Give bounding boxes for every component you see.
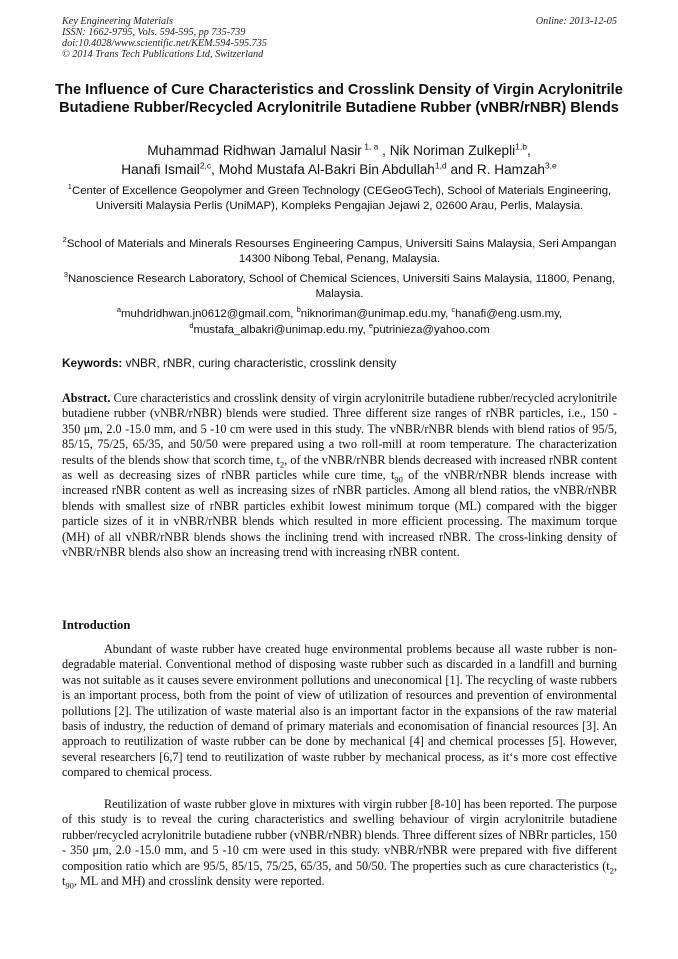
author-list	[40, 141, 638, 179]
email-address[interactable]: niknoriman@unimap.edu.my	[300, 308, 446, 320]
email-sup: c	[451, 305, 456, 315]
intro-paragraph-1: Abundant of waste rubber have created huge environmental problems because all waste rubber is non-degradable material. Conventional method of disposing waste rubber such as discarded in a landfill and burning was not suitable as it causes severe environment pollutions and uneconomical [1]. The recycling of waste rubbers is an important process, both from the point of view of utilization of resources and prevention of environmental pollutions [2]. The utilization of waste material also is an important factor in the expansions of the raw material basis of industry, the reduction of demand of primary materials and economisation of financial resources [3]. An approach to reutilization of waste rubber can be done by mechanical [4] and chemical processes [5]. However, several researchers [6,7] tend to reutilization of waste rubber by mechanical process, as it‘s more cost effective compared to chemical process.	[62, 642, 617, 780]
author-sep: ,	[378, 143, 390, 158]
affiliation-3	[62, 272, 617, 302]
author-name: Mohd Mustafa Al-Bakri Bin Abdullah	[218, 162, 435, 177]
author-name: R. Hamzah	[476, 162, 545, 177]
journal-header	[62, 16, 617, 60]
keywords-text: vNBR, rNBR, curing characteristic, crosslink density	[122, 356, 397, 370]
intro-paragraph-2	[62, 797, 617, 889]
affiliation-number: 1	[67, 182, 72, 192]
email-sup: d	[189, 320, 194, 330]
abstract-label: Abstract.	[62, 391, 111, 405]
email-address[interactable]: muhdridhwan.jn0612@gmail.com	[121, 308, 291, 320]
author-sup: 1,b	[515, 141, 527, 152]
author-sup: 3,e	[544, 160, 557, 171]
issn-line: ISSN: 1662-9795, Vols. 594-595, pp 735-739	[62, 27, 246, 38]
author-name: Nik Noriman Zulkepli	[389, 143, 516, 158]
author-sup: 1, a	[361, 141, 379, 152]
author-name: Muhammad Ridhwan Jamalul Nasir	[147, 143, 362, 158]
affiliation-text: Center of Excellence Geopolymer and Green Technology (CEGeoGTech), School of Materials Engineering, Universiti Malaysia Perlis (UniMAP), Kompleks Pengajian Jejawi 2, 02600 Arau, Perlis, Malaysia.	[71, 185, 612, 213]
email-sep: ,	[362, 323, 369, 336]
author-name: Hanafi Ismail	[121, 162, 200, 177]
email-address[interactable]: mustafa_albakri@unimap.edu.my	[193, 323, 363, 336]
affiliation-text: School of Materials and Minerals Resourses Engineering Campus, Universiti Sains Malaysia, Seri Ampangan 14300 Nibong Tebal, Penang, Malaysia.	[66, 238, 617, 266]
affiliation-text: Nanoscience Research Laboratory, School of Chemical Sciences, Universiti Sains Malaysia, 11800, Penang, Malaysia.	[67, 273, 616, 301]
keywords-label: Keywords:	[62, 356, 123, 370]
intro-text-b: , t	[62, 858, 617, 889]
abstract-text-3: of the vNBR/rNBR blends increase with increased rNBR content as well as increasing sizes of rNBR particles. Among all blend ratios, the vNBR/rNBR blends with smallest size of rNBR particles exhibit lowest minimum torque (ML) compared with the bigger particle sizes of it in vNBR/rNBR blends which resulted in more efficient processing. The maximum torque (MH) of all vNBR/rNBR blends shows the inclining trend with increased rNBR. The cross-linking density of vNBR/rNBR blends also show an increasing trend with increasing rNBR content.	[62, 468, 618, 560]
email-address[interactable]: hanafi@eng.usm.my	[455, 308, 559, 320]
author-sep: and	[446, 162, 477, 177]
author-sep: ,	[211, 162, 219, 177]
subscript: 90	[394, 474, 403, 485]
author-sup: 2,c	[199, 160, 212, 171]
author-sep: ,	[526, 143, 531, 158]
journal-name: Key Engineering Materials	[62, 16, 173, 27]
email-address[interactable]: putrinieza@yahoo.com	[373, 323, 490, 336]
subscript: 90	[65, 880, 74, 891]
email-list	[62, 307, 617, 338]
affiliation-2	[62, 237, 617, 267]
affiliation-1	[62, 184, 617, 214]
affiliation-number: 2	[62, 235, 67, 245]
keywords-line	[62, 356, 617, 371]
email-sup: b	[296, 305, 301, 315]
email-sep: ,	[558, 308, 563, 320]
abstract-text-1: Cure characteristics and crosslink density of virgin acrylonitrile butadiene rubber/recycled acrylonitrile butadiene rubber (vNBR/rNBR) blends were studied. Three different size ranges of rNBR particles, i.e., 150 - 350 μm, 2.0 -15.0 mm, and 5 -10 cm were used in this study. The vNBR/rNBR blends with blend ratios of 95/5, 85/15, 75/25, 65/35, and 50/50 were prepared using a two roll-mill at room temperature. The characterization results of the blends show that scorch time, t	[62, 391, 617, 467]
copyright-line: © 2014 Trans Tech Publications Ltd, Switzerland	[62, 49, 264, 60]
email-sup: e	[368, 320, 374, 330]
affiliation-number: 3	[63, 270, 68, 280]
subscript: 2	[609, 865, 614, 876]
subscript: 2	[279, 459, 285, 470]
abstract-paragraph	[62, 391, 617, 560]
email-sep: ,	[445, 308, 452, 320]
doi-line: doi:10.4028/www.scientific.net/KEM.594-595.735	[62, 38, 267, 49]
email-sup: a	[116, 305, 122, 315]
section-heading-introduction: Introduction	[62, 618, 131, 632]
online-date: Online: 2013-12-05	[535, 16, 617, 27]
email-sep: ,	[290, 308, 297, 320]
paper-title: The Influence of Cure Characteristics and Crosslink Density of Virgin Acrylonitrile Butadiene Rubber/Recycled Acrylonitrile Butadiene Rubber (vNBR/rNBR) Blends	[55, 82, 623, 116]
intro-text-c: , ML and MH) and crosslink density were reported.	[73, 874, 325, 889]
author-sup: 1,d	[434, 160, 447, 171]
intro-text-a: Reutilization of waste rubber glove in mixtures with virgin rubber [8-10] has been reported. The purpose of this study is to reveal the curing characteristics and swelling behaviour of virgin acrylonitrile butadiene rubber/recycled acrylonitrile butadiene rubber (vNBR/rNBR) blends. Three different sizes of NBRr particles, 150 - 350 μm, 2.0 -15.0 mm, and 5 -10 cm were used in this study. vNBR/rNBR were prepared with five different composition ratio which are 95/5, 85/15, 75/25, 65/35, and 50/50. The properties such as cure characteristics (t	[62, 797, 617, 873]
abstract-text-2: , of the vNBR/rNBR blends decreased with increased rNBR content as well as decreasing sizes of rNBR particles while cure time, t	[62, 452, 617, 483]
